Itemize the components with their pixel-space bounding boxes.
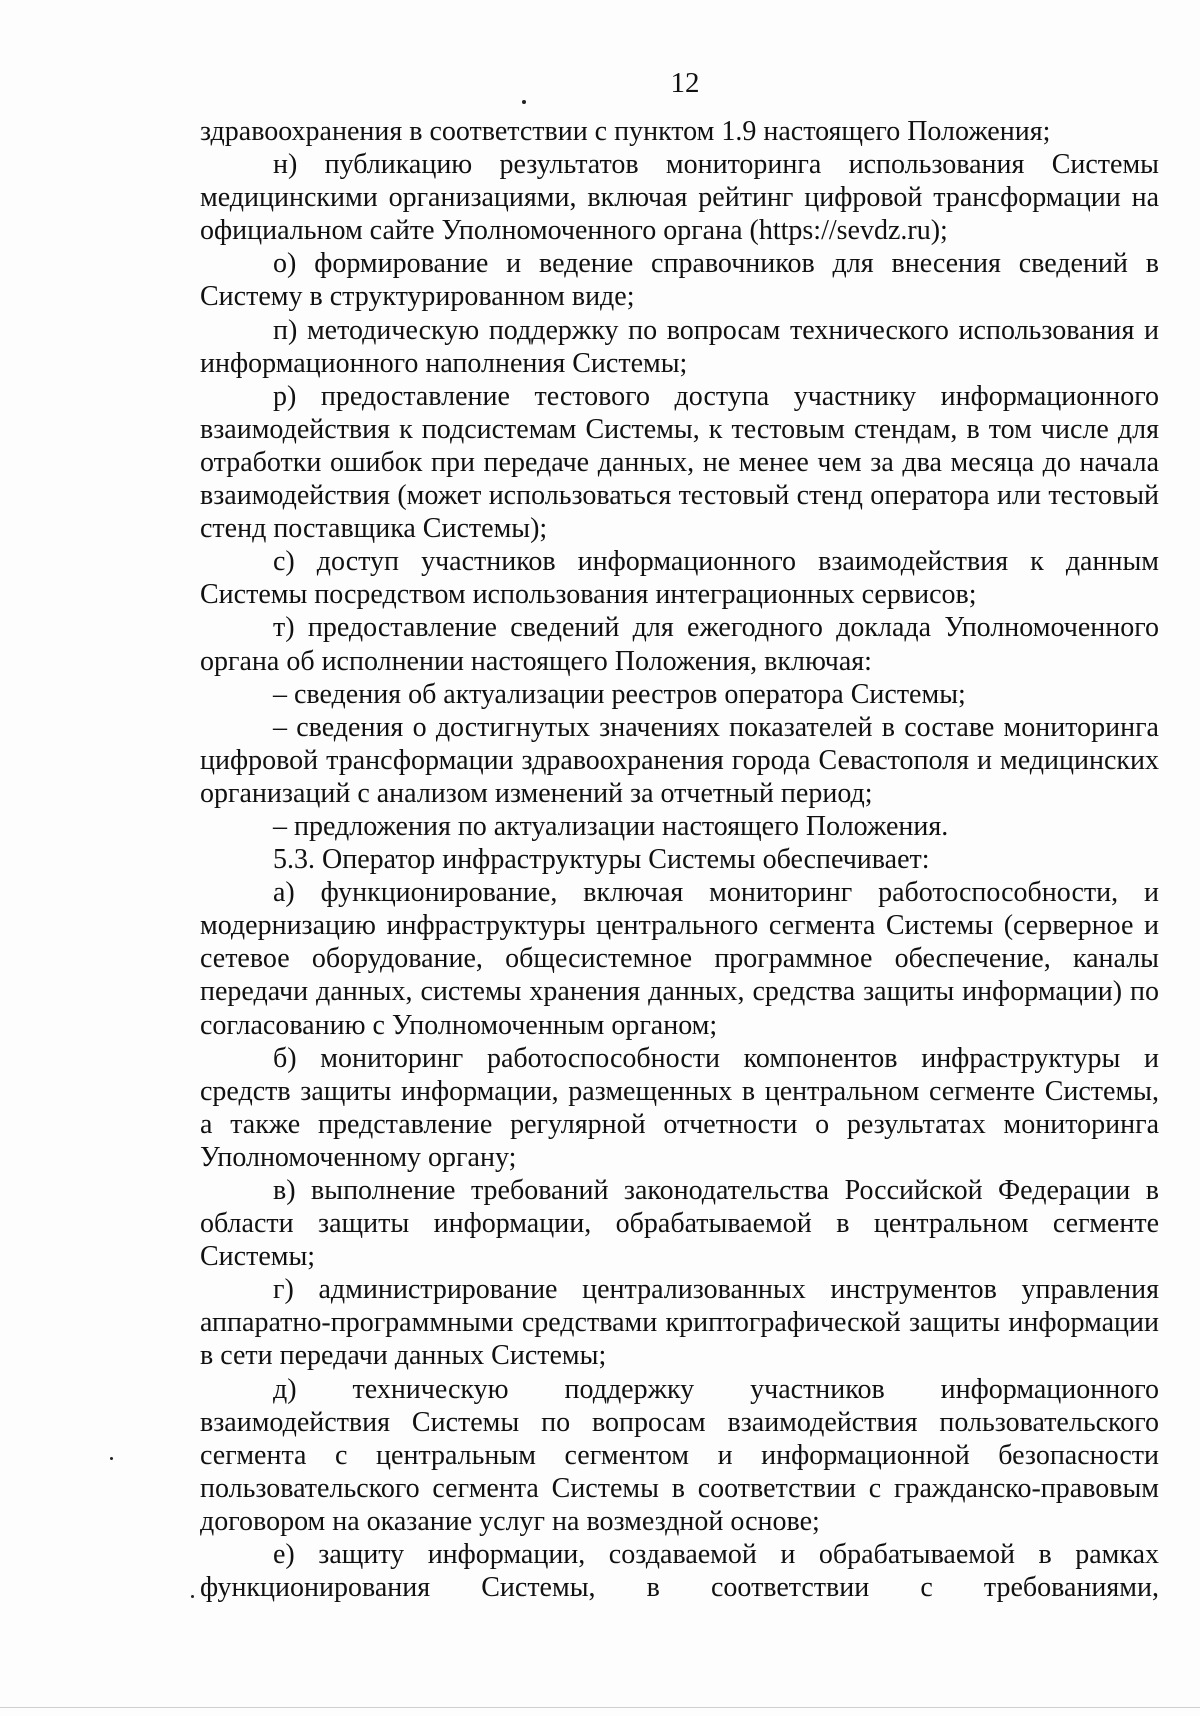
list-item-o: о) формирование и ведение справочников для внесения сведений в Систему в структурированном виде;: [200, 248, 1159, 313]
list-item-v: в) выполнение требований законодательства Российской Федерации в области защиты информации, обрабатываемой в центральном сегменте Системы;: [200, 1175, 1159, 1273]
document-body: [200, 115, 1159, 1604]
list-item-d: д) техническую поддержку участников информационного взаимодействия Системы по вопросам взаимодействия пользовательского сегмента с центральным сегментом и информационной безопасности пользовательского сегмента Системы в соответствии с гражданско-правовым договором на оказание услуг на возмездной основе;: [200, 1373, 1159, 1537]
list-item-e: е) защиту информации, создаваемой и обрабатываемой в рамках функционирования Системы, в соответствии с требованиями,: [200, 1539, 1159, 1604]
list-item-a: а) функционирование, включая мониторинг работоспособности, и модернизацию инфраструктуры центрального сегмента Системы (серверное и сетевое оборудование, общесистемное программное обеспечение, каналы передачи данных, системы хранения данных, средства защиты информации) по согласованию с Уполномоченным органом;: [200, 877, 1159, 1041]
scan-edge-line: [0, 1707, 1200, 1708]
list-item-n: н) публикацию результатов мониторинга использования Системы медицинскими организациями, включая рейтинг цифровой трансформации на официальном сайте Уполномоченного органа (https://sevdz.ru);: [200, 149, 1159, 247]
paragraph-continuation: здравоохранения в соответствии с пунктом 1.9 настоящего Положения;: [200, 116, 1051, 147]
scan-speck: [191, 1595, 194, 1598]
scan-speck: [522, 100, 526, 104]
list-item-r: р) предоставление тестового доступа участнику информационного взаимодействия к подсистемам Системы, к тестовым стендам, в том числе для отработки ошибок при передаче данных, не менее чем за два месяца до начала взаимодействия (может использоваться тестовый стенд оператора или тестовый стенд поставщика Системы);: [200, 380, 1159, 545]
dash-item-proposals: – предложения по актуализации настоящего Положения.: [273, 810, 949, 842]
dash-item-indicators: – сведения о достигнутых значениях показателей в составе мониторинга цифровой трансформации здравоохранения города Севастополя и медицинских организаций с анализом изменений за отчетный период;: [200, 711, 1159, 809]
scan-speck: [110, 1457, 113, 1460]
list-item-s: с) доступ участников информационного взаимодействия к данным Системы посредством использования интеграционных сервисов;: [200, 546, 1159, 611]
section-heading-5-3: 5.3. Оператор инфраструктуры Системы обеспечивает:: [273, 844, 930, 876]
list-item-p: п) методическую поддержку по вопросам технического использования и информационного наполнения Системы;: [200, 314, 1159, 379]
list-item-b: б) мониторинг работоспособности компонентов инфраструктуры и средств защиты информации, размещенных в центральном сегменте Системы, а также представление регулярной отчетности о результатах мониторинга Уполномоченному органу;: [200, 1042, 1159, 1173]
list-item-t: т) предоставление сведений для ежегодного доклада Уполномоченного органа об исполнении настоящего Положения, включая:: [200, 612, 1159, 677]
dash-item-registries: – сведения об актуализации реестров оператора Системы;: [273, 678, 966, 710]
page-number: 12: [670, 67, 700, 99]
list-item-g: г) администрирование централизованных инструментов управления аппаратно-программными средствами криптографической защиты информации в сети передачи данных Системы;: [200, 1274, 1159, 1372]
